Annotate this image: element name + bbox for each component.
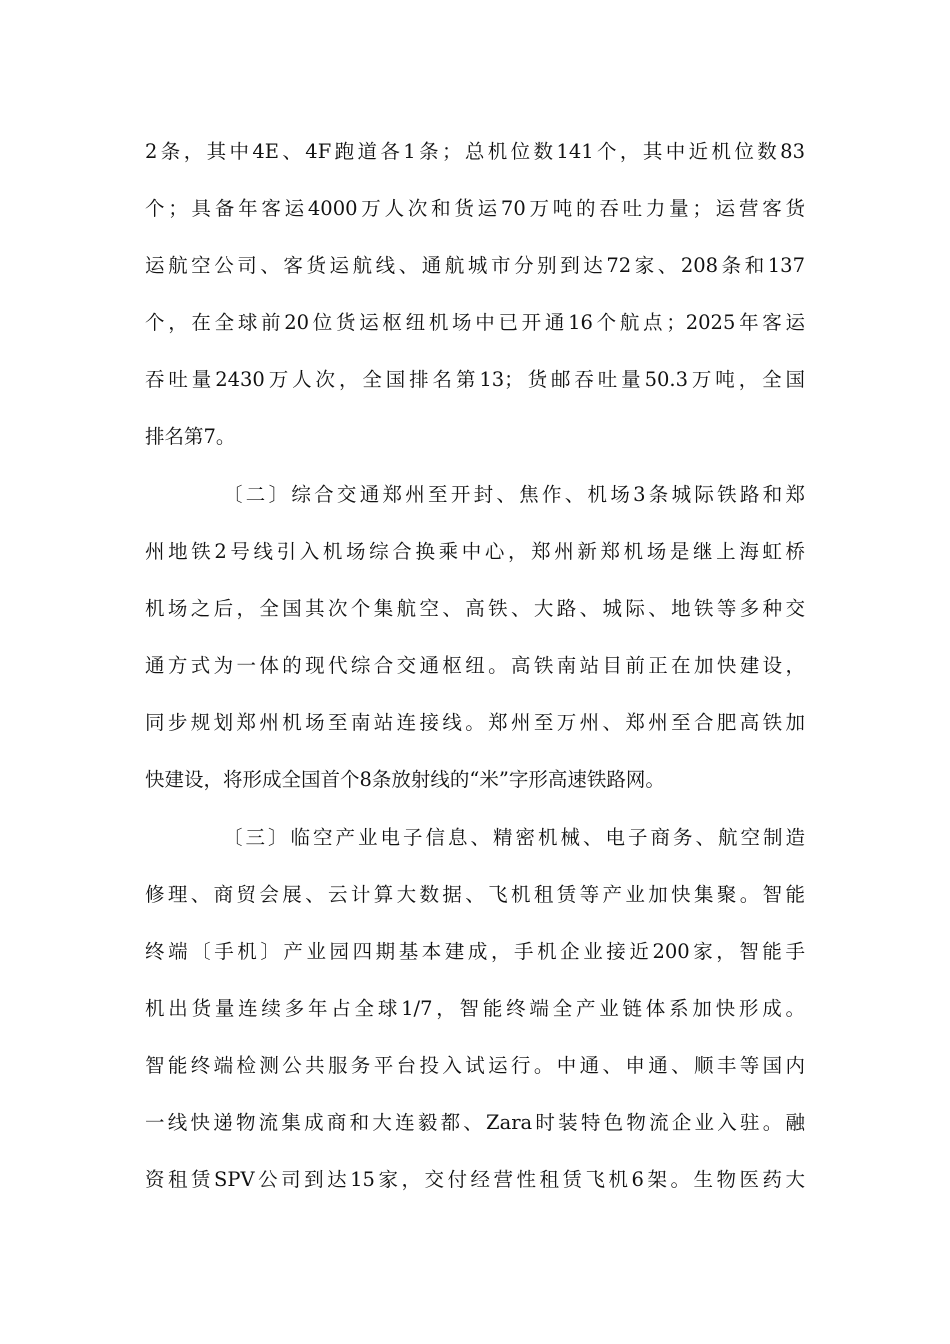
paragraph-3-line-6: 一线快递物流集成商和大连毅都、Zara时装特色物流企业入驻。融 bbox=[145, 1111, 805, 1134]
paragraph-2-line-2: 州地铁2号线引入机场综合换乘中心，郑州新郑机场是继上海虹桥 bbox=[145, 540, 805, 563]
paragraph-3-line-3: 终端〔手机〕产业园四期基本建成，手机企业接近200家，智能手 bbox=[145, 940, 805, 963]
paragraph-1-line-2: 个；具备年客运4000万人次和货运70万吨的吞吐力量；运营客货 bbox=[145, 197, 805, 220]
paragraph-1-line-1: 2条，其中4E、4F跑道各1条；总机位数141个，其中近机位数83 bbox=[145, 140, 805, 163]
paragraph-2-line-5: 同步规划郑州机场至南站连接线。郑州至万州、郑州至合肥高铁加 bbox=[145, 711, 805, 734]
paragraph-3-line-7: 资租赁SPV公司到达15家，交付经营性租赁飞机6架。生物医药大 bbox=[145, 1168, 805, 1191]
paragraph-3-line-4: 机出货量连续多年占全球1/7，智能终端全产业链体系加快形成。 bbox=[145, 997, 805, 1020]
paragraph-2-line-6: 快建设，将形成全国首个8条放射线的“米”字形高速铁路网。 bbox=[145, 768, 665, 791]
paragraph-1-line-5: 吞吐量2430万人次，全国排名第13；货邮吞吐量50.3万吨，全国 bbox=[145, 368, 805, 391]
paragraph-2-line-1: 〔二〕综合交通郑州至开封、焦作、机场3条城际铁路和郑 bbox=[223, 483, 805, 506]
paragraph-1-line-6: 排名第7。 bbox=[145, 425, 236, 448]
paragraph-3-line-1: 〔三〕临空产业电子信息、精密机械、电子商务、航空制造 bbox=[223, 826, 805, 849]
paragraph-1-line-4: 个，在全球前20位货运枢纽机场中已开通16个航点；2025年客运 bbox=[145, 311, 805, 334]
paragraph-1-line-3: 运航空公司、客货运航线、通航城市分别到达72家、208条和137 bbox=[145, 254, 805, 277]
paragraph-3-line-2: 修理、商贸会展、云计算大数据、飞机租赁等产业加快集聚。智能 bbox=[145, 883, 805, 906]
paragraph-2-line-4: 通方式为一体的现代综合交通枢纽。高铁南站目前正在加快建设， bbox=[145, 654, 805, 677]
paragraph-2-line-3: 机场之后，全国其次个集航空、高铁、大路、城际、地铁等多种交 bbox=[145, 597, 805, 620]
paragraph-3-line-5: 智能终端检测公共服务平台投入试运行。中通、申通、顺丰等国内 bbox=[145, 1054, 805, 1077]
